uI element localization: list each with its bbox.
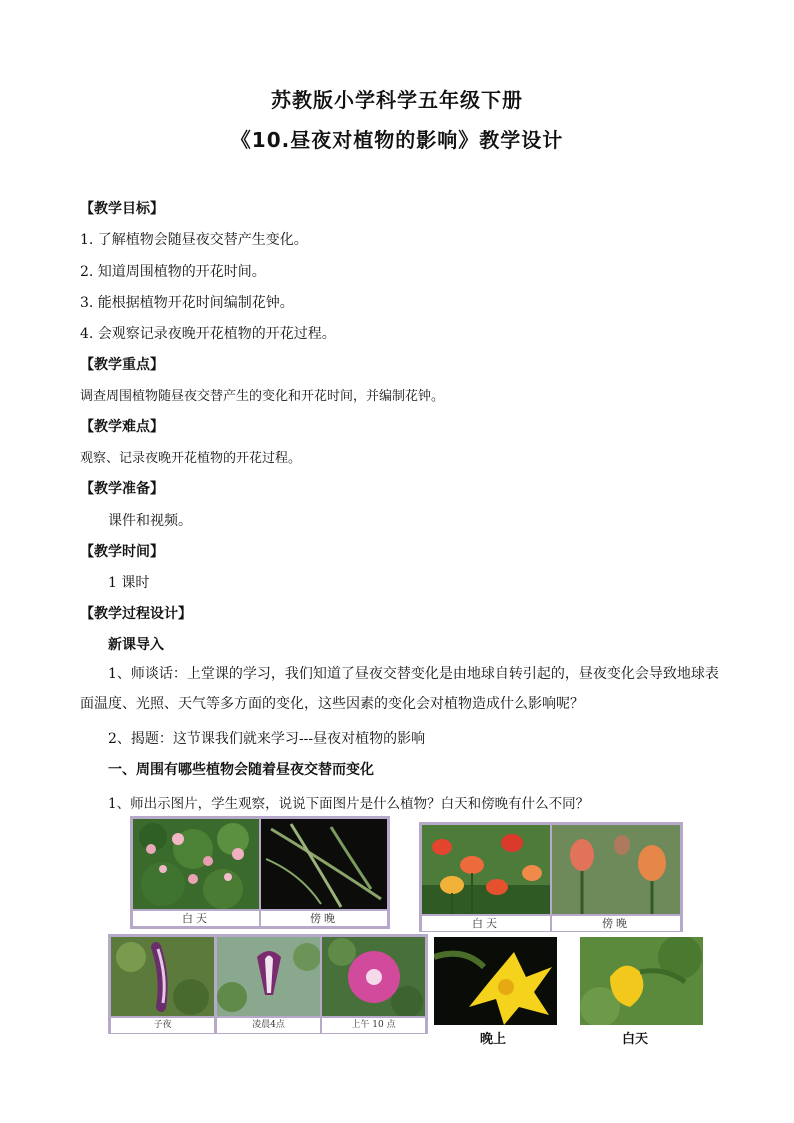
caption-day: 白天 [622,1032,649,1047]
morning-glory-10am-photo [322,937,425,1016]
tulip-figure [419,822,683,932]
intro-paragraph-1: 1、师谈话：上堂课的学习，我们知道了昼夜交替变化是由地球自转引起的，昼夜变化会导致地球表面温度、光照、天气等多方面的变化，这些因素的变化会对植物造成什么影响呢？ [80,666,719,712]
goal-item: 1. 了解植物会随昼夜交替产生变化。 [80,232,308,248]
time-text: 1 课时 [108,575,150,591]
key-header: 【教学重点】 [80,357,164,373]
mimosa-day-photo [133,819,259,909]
part1-header: 一、周围有哪些植物会随着昼夜交替而变化 [108,762,374,778]
difficult-header: 【教学难点】 [80,419,164,435]
goal-item: 3. 能根据植物开花时间编制花钟。 [80,295,294,311]
morning-glory-4am-photo [217,937,320,1016]
time-header: 【教学时间】 [80,544,164,560]
caption-evening: 傍晚 [261,911,387,926]
mimosa-evening-photo [261,819,387,909]
goal-item: 4. 会观察记录夜晚开花植物的开花过程。 [80,326,336,342]
caption-night: 晚上 [480,1032,507,1047]
prep-text: 课件和视频。 [108,513,192,529]
tulip-day-photo [422,825,550,914]
pumpkin-day-photo [580,937,703,1025]
key-text: 调查周围植物随昼夜交替产生的变化和开花时间，并编制花钟。 [80,389,445,404]
caption-evening: 傍晚 [552,916,680,931]
pumpkin-night-photo [434,937,557,1025]
intro-header: 新课导入 [108,637,164,653]
morning-glory-figure [108,934,428,1034]
goals-header: 【教学目标】 [80,201,164,217]
intro-paragraph-2: 2、揭题：这节课我们就来学习---昼夜对植物的影响 [108,731,426,747]
document-title-line2: 《10.昼夜对植物的影响》教学设计 [230,128,564,152]
process-header: 【教学过程设计】 [80,606,192,622]
part1-question: 1、师出示图片，学生观察，说说下面图片是什么植物？白天和傍晚有什么不同？ [108,796,590,812]
prep-header: 【教学准备】 [80,481,164,497]
document-title-line1: 苏教版小学科学五年级下册 [271,88,523,112]
morning-glory-midnight-photo [111,937,214,1016]
caption-day: 白天 [422,916,550,931]
tulip-evening-photo [552,825,680,914]
caption-midnight: 子夜 [111,1018,214,1033]
difficult-text: 观察、记录夜晚开花植物的开花过程。 [80,451,302,466]
mimosa-figure [130,816,390,929]
caption-4am: 凌晨4点 [217,1018,320,1033]
goal-item: 2. 知道周围植物的开花时间。 [80,264,266,280]
caption-10am: 上午 10 点 [322,1018,425,1033]
caption-day: 白天 [133,911,259,926]
